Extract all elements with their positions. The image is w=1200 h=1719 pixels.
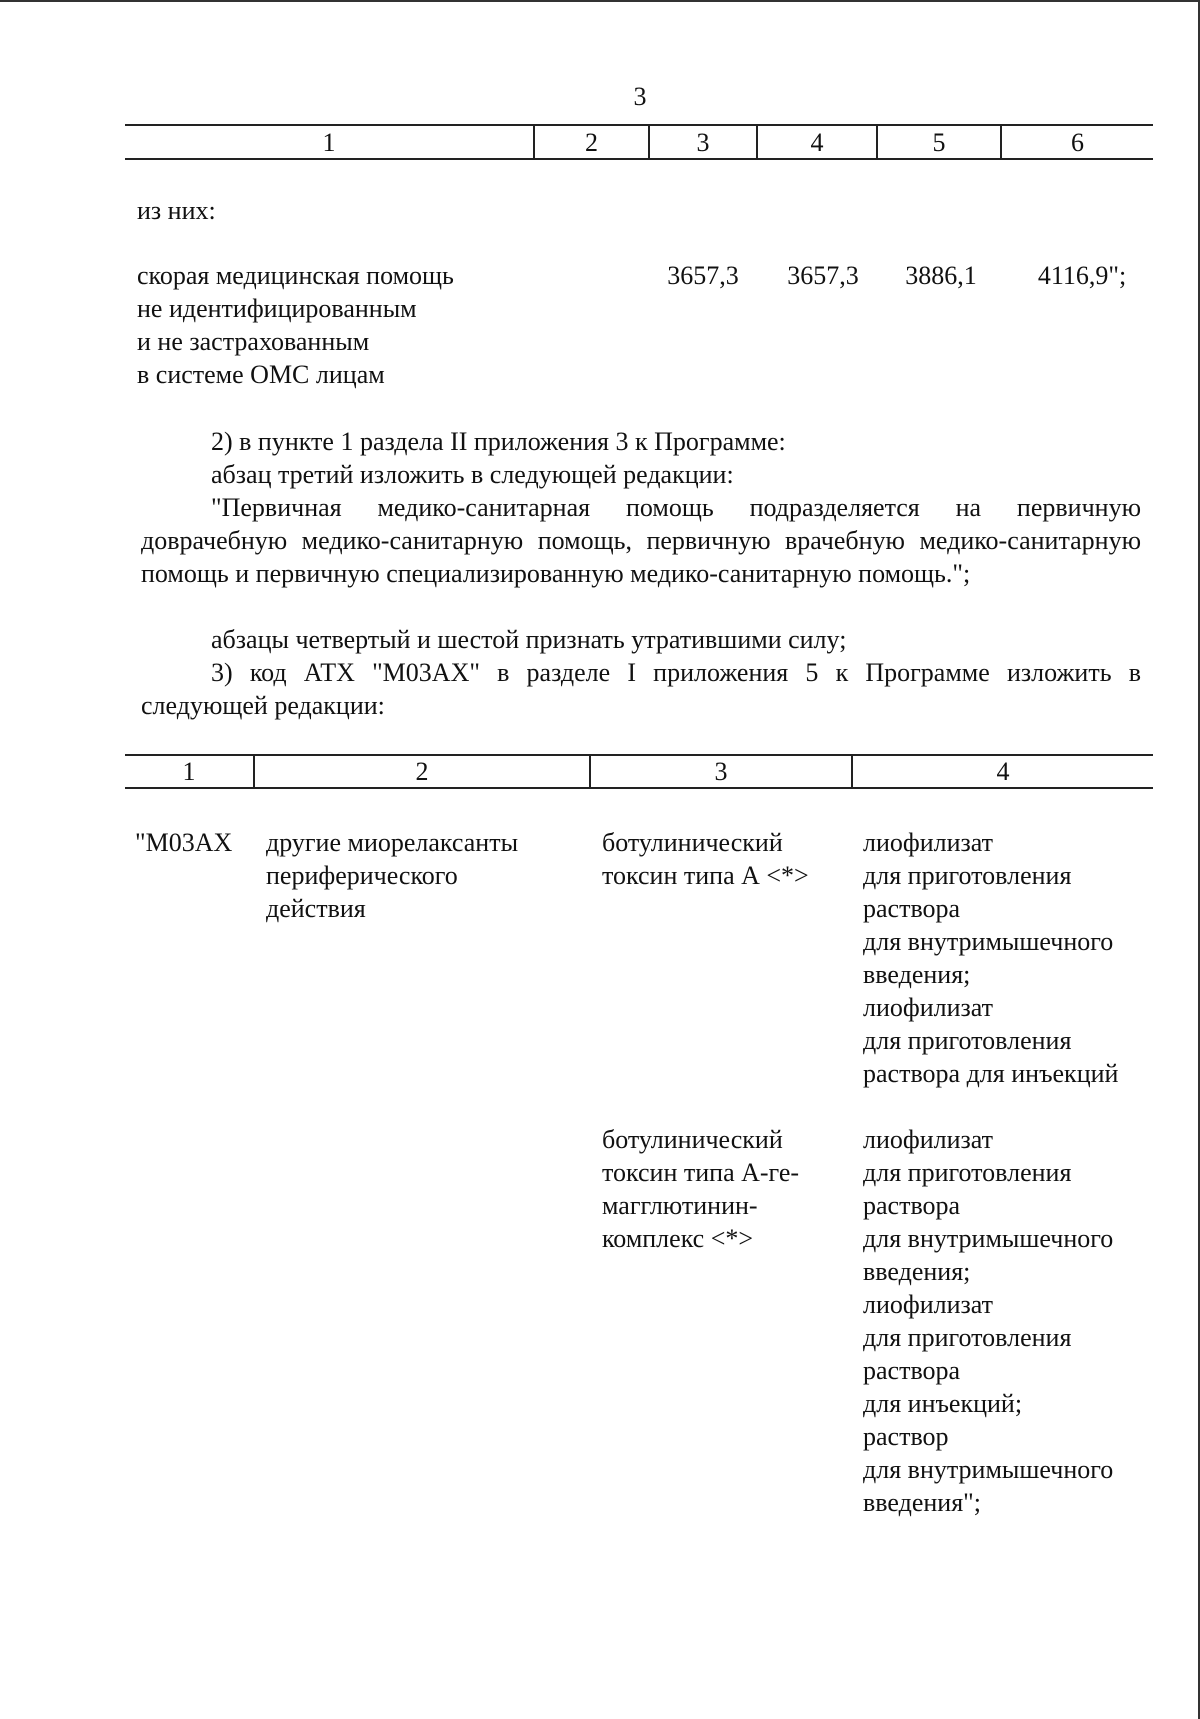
table1-header-cell: 4 (810, 128, 824, 157)
table1-header-top-rule (125, 124, 1153, 126)
table2-header-top-rule (125, 754, 1153, 756)
paragraph-abolished: абзацы четвертый и шестой признать утратившими силу; (211, 625, 847, 654)
table1-header-bottom-rule (125, 158, 1153, 160)
table1-subheading: из них: (137, 196, 216, 225)
table2-header-cell: 2 (415, 757, 429, 786)
paragraph-item-3: 3) код АТХ "М03АХ" в разделе I приложения 5 к Программе изложить в следующей редакции: (141, 658, 1141, 720)
table1-header-cell: 2 (585, 128, 598, 157)
table2-header-bottom-rule (125, 787, 1153, 789)
table1-header-cell: 3 (696, 128, 710, 157)
table1-cell-value: 3657,3 (667, 261, 739, 290)
table2-header-cell: 1 (182, 757, 196, 786)
table1-cell-value: 4116,9"; (1037, 261, 1127, 290)
dosage-form: лиофилизат для приготовления раствора для внутримышечного введения; лиофилизат для приготовления раствора для инъекций (863, 828, 1119, 1088)
table1-cell-value: 3886,1 (905, 261, 977, 290)
table2-header-cell: 4 (996, 757, 1010, 786)
table1-header-cell: 1 (322, 128, 336, 157)
table1-row-label: скорая медицинская помощь не идентифицированным и не застрахованным в системе ОМС лицам (137, 261, 454, 389)
table1-header-cell: 6 (1071, 128, 1084, 157)
paragraph-quoted-text: "Первичная медико-санитарная помощь подразделяется на первичную доврачебную медико-санитарную помощь, первичную врачебную медико-санитарную помощь и первичную специализированную медико-санитарную помощь."; (141, 493, 1141, 588)
drug-group: другие миорелаксанты периферического действия (266, 828, 519, 923)
page-border-top (0, 0, 1200, 2)
drug-name: ботулинический токсин типа А-ге- магглютинин- комплекс <*> (602, 1125, 800, 1253)
table1-cell-value: 3657,3 (787, 261, 859, 290)
table2-header-cell: 3 (714, 757, 728, 786)
dosage-form: лиофилизат для приготовления раствора для внутримышечного введения; лиофилизат для приготовления раствора для инъекций; раствор для внутримышечного введения"; (863, 1125, 1114, 1517)
table1-header-cell: 5 (932, 128, 946, 157)
drug-name: ботулинический токсин типа А <*> (602, 828, 809, 890)
atc-code: "М03АХ (135, 828, 233, 857)
paragraph-item-2: 2) в пункте 1 раздела II приложения 3 к Программе: (211, 427, 786, 456)
page-number: 3 (633, 82, 647, 111)
paragraph-instruction: абзац третий изложить в следующей редакции: (211, 460, 734, 489)
